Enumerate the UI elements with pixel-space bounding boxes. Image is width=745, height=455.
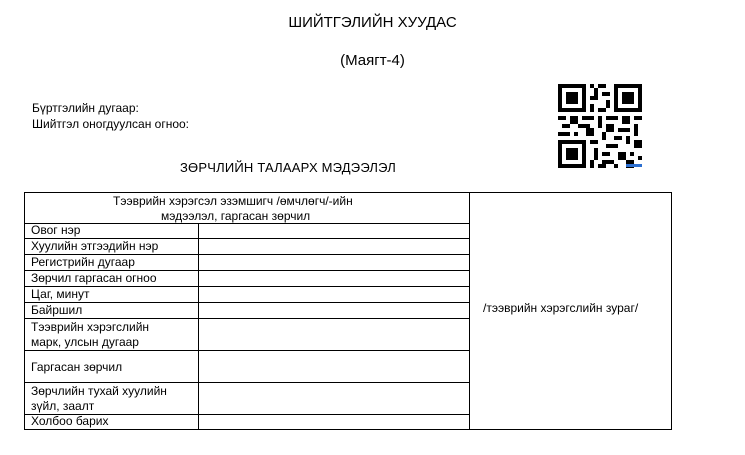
row-value — [198, 383, 470, 414]
row-value — [198, 271, 470, 286]
row-time — [25, 287, 469, 303]
row-legal-entity — [25, 239, 469, 255]
row-contact — [25, 415, 469, 429]
row-register-number — [25, 255, 469, 271]
row-label: Байршил — [31, 303, 83, 317]
page-title: ШИЙТГЭЛИЙН ХУУДАС — [288, 14, 457, 31]
row-label-line1: Зөрчлийн тухай хуулийн — [31, 384, 167, 398]
row-label — [31, 384, 195, 414]
qr-code-icon — [558, 84, 642, 168]
registration-number-label: Бүртгэлийн дугаар: — [32, 101, 139, 115]
row-value — [198, 415, 470, 429]
row-value — [198, 303, 470, 318]
row-label-line2: марк, улсын дугаар — [31, 335, 139, 349]
row-violation — [25, 351, 469, 383]
info-column — [25, 193, 470, 429]
table-header-line1: Тээврийн хэрэгсэл эзэмшигч /өмчлөгч/-ийн — [113, 194, 353, 208]
row-law-article — [25, 383, 469, 415]
qr-link-underline — [626, 164, 642, 167]
row-value — [198, 223, 470, 238]
row-label: Зөрчил гаргасан огноо — [31, 271, 157, 285]
row-label-line2: зүйл, заалт — [31, 399, 95, 413]
row-label-line1: Тээврийн хэрэгслийн — [31, 320, 150, 334]
row-full-name — [25, 223, 469, 239]
row-label — [31, 320, 195, 350]
row-value — [198, 255, 470, 270]
row-value — [198, 319, 470, 350]
row-location — [25, 303, 469, 319]
penalty-date-label: Шийтгэл оногдуулсан огноо: — [32, 117, 190, 131]
row-label: Холбоо барих — [31, 414, 109, 428]
section-title: ЗӨРЧЛИЙН ТАЛААРХ МЭДЭЭЛЭЛ — [180, 160, 397, 175]
row-value — [198, 287, 470, 302]
row-value — [198, 351, 470, 382]
registration-block — [32, 100, 189, 132]
row-value — [198, 239, 470, 254]
row-label: Овог нэр — [31, 223, 81, 237]
row-label: Цаг, минут — [31, 287, 90, 301]
row-label: Регистрийн дугаар — [31, 255, 135, 269]
table-header-cell — [25, 193, 469, 224]
table-header-line2: мэдээлэл, гаргасан зөрчил — [161, 209, 311, 223]
row-violation-date — [25, 271, 469, 287]
violation-table — [24, 192, 672, 430]
row-vehicle-plate — [25, 319, 469, 351]
row-label: Гаргасан зөрчил — [31, 360, 123, 374]
form-number: (Маягт-4) — [340, 52, 405, 69]
row-label: Хуулийн этгээдийн нэр — [31, 239, 159, 253]
vehicle-photo-placeholder: /тээврийн хэрэгслийн зураг/ — [483, 301, 639, 315]
